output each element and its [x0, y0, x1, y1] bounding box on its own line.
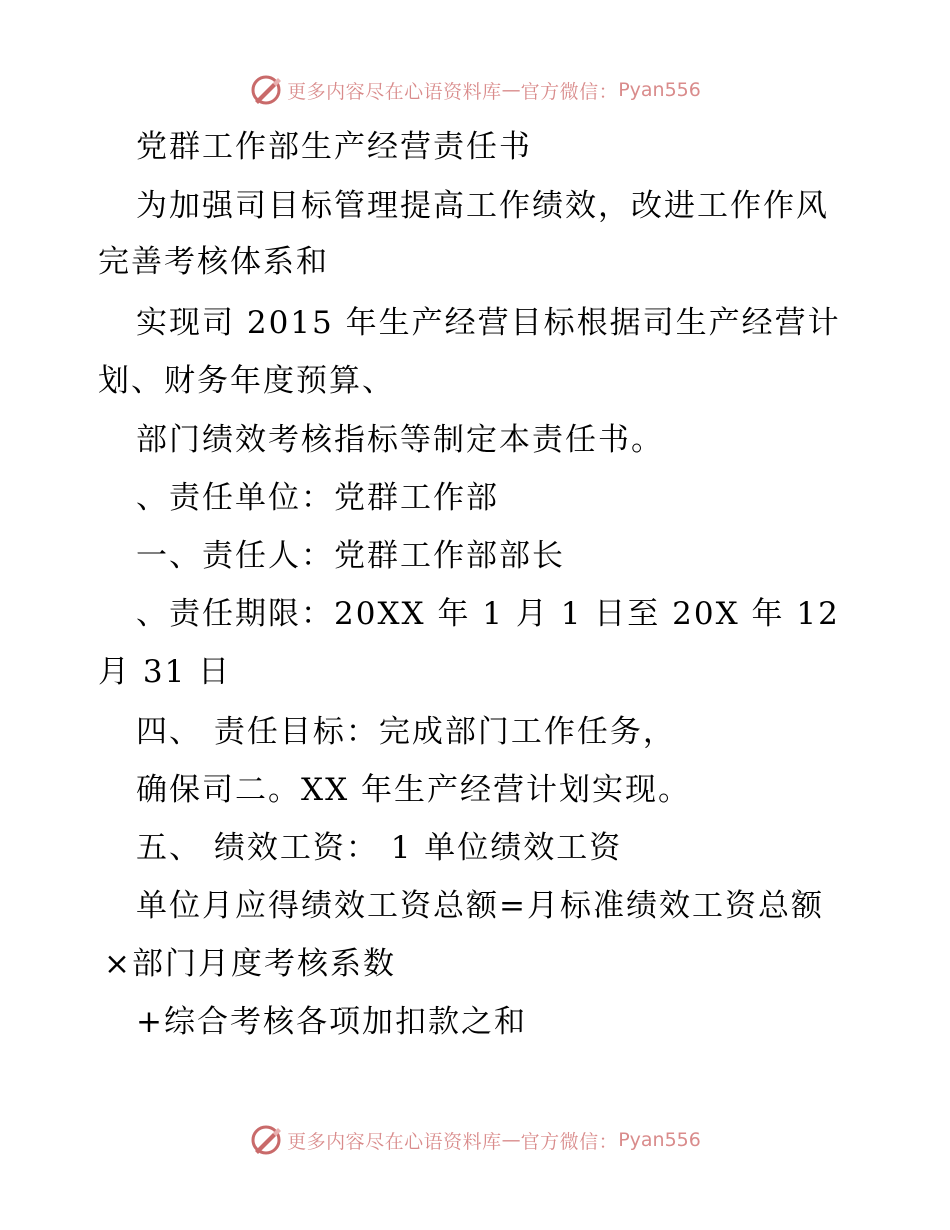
watermark-separator: —	[501, 79, 521, 101]
pen-logo-icon	[249, 73, 283, 107]
body-line: 月 31 日	[98, 654, 232, 690]
watermark-header	[0, 70, 950, 110]
watermark-wechat-id: Pyan556	[618, 79, 701, 101]
body-line: 完善考核体系和	[98, 244, 329, 280]
body-line: 五、 绩效工资： 1 单位绩效工资	[136, 830, 623, 866]
body-line: 、责任期限：20XX 年 1 月 1 日至 20X 年 12	[136, 596, 840, 632]
watermark-wechat-label: 官方微信：	[520, 80, 619, 103]
body-line: 四、 责任目标：完成部门工作任务，	[136, 714, 676, 750]
watermark-footer	[0, 1120, 950, 1160]
body-line: 单位月应得绩效工资总额=月标准绩效工资总额	[136, 888, 824, 924]
watermark-wechat-label: 官方微信：	[520, 1130, 619, 1153]
watermark-site-text: 更多内容尽在心语资料库	[287, 80, 502, 103]
body-line: 部门绩效考核指标等制定本责任书。	[136, 422, 664, 458]
body-line: 一、责任人：党群工作部部长	[136, 538, 565, 574]
body-line: +综合考核各项加扣款之和	[136, 1004, 527, 1040]
pen-logo-icon	[249, 1123, 283, 1157]
document-title: 党群工作部生产经营责任书	[136, 129, 532, 165]
body-line: 实现司 2015 年生产经营目标根据司生产经营计	[136, 305, 841, 341]
body-line: 为加强司目标管理提高工作绩效，改进工作作风	[136, 188, 829, 224]
body-line: 确保司二。XX 年生产经营计划实现。	[136, 772, 691, 808]
watermark-separator: —	[501, 1129, 521, 1151]
body-line: ×部门月度考核系数	[104, 946, 396, 982]
watermark-site-text: 更多内容尽在心语资料库	[287, 1130, 502, 1153]
watermark-wechat-id: Pyan556	[618, 1129, 701, 1151]
body-line: 、责任单位：党群工作部	[136, 480, 499, 516]
body-line: 划、财务年度预算、	[98, 363, 395, 399]
